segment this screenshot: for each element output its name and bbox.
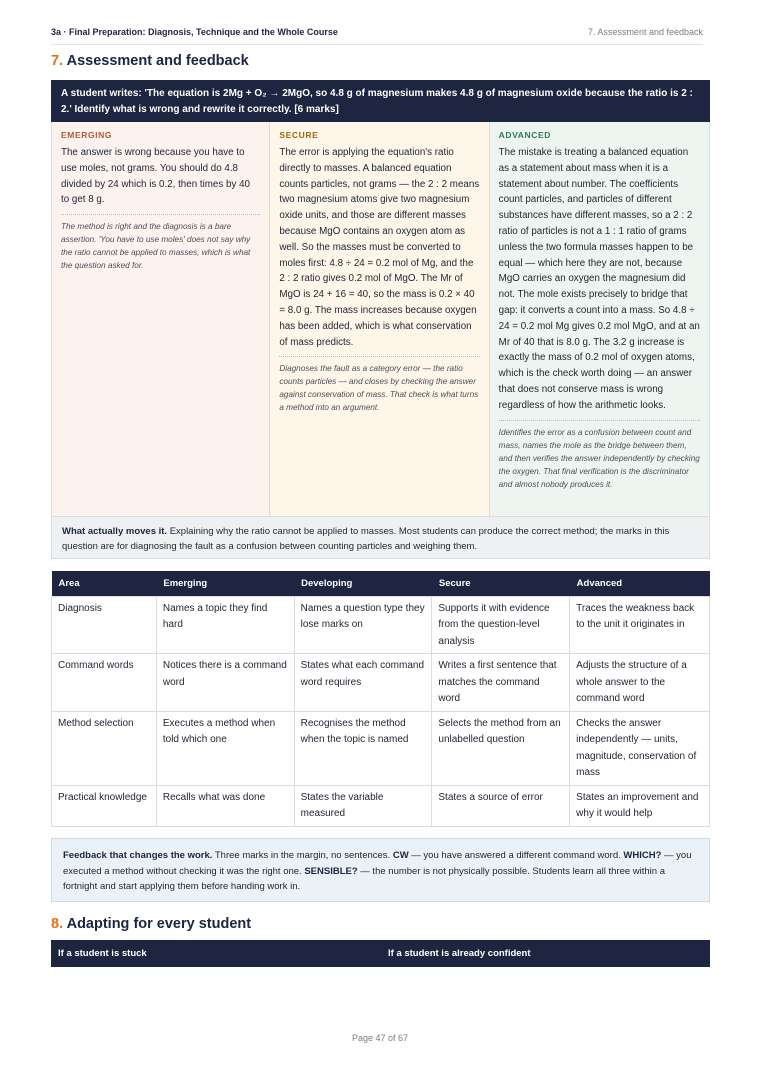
adaptation-table-header (51, 940, 710, 967)
section-7-heading (51, 53, 249, 69)
column-header: Secure (432, 571, 570, 596)
progression-rubric-table (51, 571, 710, 827)
callout-text: Explaining why the ratio cannot be applied to masses. Most students can produce the correct method; the marks in this question are for diagnosing the fault as a confusion between counting particles and weighing them. (62, 526, 670, 552)
level-commentary: The method is right and the diagnosis is a bare assertion. 'You have to use moles' does not say why the ratio cannot be applied to masses, which is what the question asked for. (61, 214, 260, 272)
what-moves-it-callout (51, 516, 710, 559)
table-row (52, 785, 710, 826)
table-header-row (52, 571, 710, 596)
running-header-section: 7. Assessment and feedback (587, 27, 703, 37)
column-header: Advanced (570, 571, 710, 596)
section-8-heading (51, 916, 251, 932)
level-commentary: Diagnoses the fault as a category error — the ratio counts particles — and closes by checking the answer against conservation of mass. That check is what turns a method into an argument. (279, 356, 479, 414)
column-header: Developing (294, 571, 432, 596)
table-cell: Method selection (52, 711, 157, 785)
level-answer: The mistake is treating a balanced equation as a statement about mass when it is a statement about number. The coefficients count particles, and particles of different substances have different masses, so a 2 : 2 ratio of particles is not a 1 : 1 ratio of grams unless the two formula masses happen to be equal — which here they are not, because MgO carries an oxygen the magnesium did not. The mole exists precisely to bridge that gap: it converts a count into a mass. So 4.8 ÷ 24 = 0.2 mol Mg gives 0.2 mol MgO, and at an Mr of 40 that is 8.0 g. The 3.2 g increase is exactly the mass of 0.2 mol of oxygen atoms, which is the check worth doing — an answer that does not conserve mass is wrong regardless of how the arithmetic looks. (498, 147, 700, 411)
table-cell: Command words (52, 654, 157, 712)
page-number: Page 47 of 67 (351, 1033, 409, 1043)
table-cell: Adjusts the structure of a whole answer to the command word (570, 654, 710, 712)
feedback-code-cw: CW (392, 850, 409, 861)
running-header (51, 27, 703, 45)
level-advanced (490, 122, 709, 516)
feedback-text: — the number is not physically possible. Students learn all three within a fortnight and start applying them before handing work in. (63, 865, 665, 892)
table-cell: Selects the method from an unlabelled question (432, 711, 570, 785)
feedback-text: — you executed a method without checking it was the right one. (63, 850, 692, 877)
level-secure (270, 122, 489, 516)
table-row (52, 596, 710, 654)
feedback-callout (51, 838, 710, 902)
feedback-code-which: WHICH? (623, 850, 662, 861)
feedback-code-sensible: SENSIBLE? (304, 865, 358, 877)
level-title: ADVANCED (498, 130, 552, 140)
level-title: SECURE (279, 130, 319, 140)
table-cell: States a source of error (432, 785, 570, 826)
level-emerging (52, 122, 270, 516)
table-cell: Writes a first sentence that matches the command word (432, 654, 570, 712)
column-header: Emerging (156, 571, 294, 596)
section-7-number: 7. (51, 53, 64, 69)
table-cell: Traces the weakness back to the unit it originates in (570, 596, 710, 654)
table-cell: Executes a method when told which one (156, 711, 294, 785)
level-title: EMERGING (61, 130, 113, 140)
table-row (52, 654, 710, 712)
table-cell: States an improvement and why it would help (570, 785, 710, 826)
question-prompt: A student writes: 'The equation is 2Mg + O₂ → 2MgO, so 4.8 g of magnesium makes 4.8 g of magnesium oxide because the ratio is 2 : 2.' Identify what is wrong and rewrite it correctly. [6 marks] (51, 80, 710, 124)
column-header-stuck: If a student is stuck (58, 948, 147, 959)
table-cell: Names a topic they find hard (156, 596, 294, 654)
answer-levels (51, 122, 710, 516)
feedback-lead: Feedback that changes the work. (63, 850, 213, 861)
table-cell: States what each command word requires (294, 654, 432, 712)
table-cell: Names a question type they lose marks on (294, 596, 432, 654)
table-cell: Notices there is a command word (156, 654, 294, 712)
level-answer: The answer is wrong because you have to use moles, not grams. You should do 4.8 divided by 24 which is 0.2, then times by 40 to get 8 g. (61, 147, 250, 206)
level-commentary: Identifies the error as a confusion between count and mass, names the mole as the bridge between them, and then verifies the answer independently by checking the oxygen. That final verification is the discriminator and almost nobody produces it. (499, 420, 700, 491)
running-header-title: 3a · Final Preparation: Diagnosis, Technique and the Whole Course (51, 27, 338, 37)
table-cell: Diagnosis (52, 596, 157, 654)
table-cell: States the variable measured (294, 785, 432, 826)
table-row (52, 711, 710, 785)
table-cell: Recalls what was done (156, 785, 294, 826)
table-cell: Recognises the method when the topic is named (294, 711, 432, 785)
table-cell: Supports it with evidence from the question-level analysis (432, 596, 570, 654)
level-answer: The error is applying the equation's ratio directly to masses. A balanced equation counts particles, not grams — the 2 : 2 means two magnesium atoms give two magnesium oxide units, and those are different masses because MgO contains an oxygen atom as well. So the masses must be converted to moles first: 4.8 ÷ 24 = 0.2 mol of Mg, and the 2 : 2 ratio gives 0.2 mol of MgO. The Mr of MgO is 24 + 16 = 40, so the mass is 0.2 × 40 = 8.0 g. The mass increases because oxygen has been added, which is what conservation of mass predicts. (279, 147, 480, 348)
column-header: Area (52, 571, 157, 596)
section-8-number: 8. (51, 916, 64, 932)
feedback-text: — you have answered a different command word. (408, 850, 624, 861)
callout-lead: What actually moves it. (62, 526, 168, 537)
feedback-text: Three marks in the margin, no sentences. (212, 850, 393, 861)
section-8-title: Adapting for every student (66, 916, 252, 932)
table-cell: Practical knowledge (52, 785, 157, 826)
table-cell: Checks the answer independently — units, magnitude, conservation of mass (570, 711, 710, 785)
column-header-confident: If a student is already confident (388, 948, 531, 959)
section-7-title: Assessment and feedback (66, 53, 249, 69)
